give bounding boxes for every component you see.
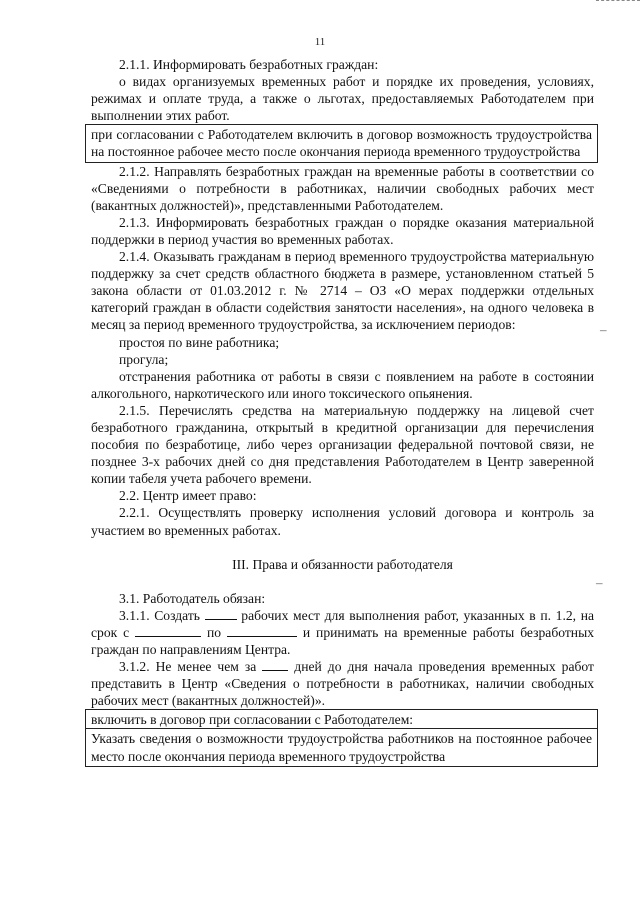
boxed-insertion-text: при согласовании с Работодателем включить в договор возможность трудоустройства на постоянное рабочее место после окончания периода временного трудоустройства <box>91 127 592 160</box>
clause-3-1: 3.1. Работодатель обязан: <box>119 590 266 606</box>
page-number: 11 <box>314 36 326 48</box>
boxed-insertion-employment <box>85 124 598 162</box>
clause-2-2: 2.2. Центр имеет право: <box>119 488 257 504</box>
end-date-blank[interactable] <box>227 625 297 637</box>
boxed-insertion-header-text: включить в договор при согласовании с Работодателем: <box>91 712 414 728</box>
clause-2-1-1: 2.1.1. Информировать безработных граждан: <box>119 57 379 72</box>
start-date-blank[interactable] <box>135 625 201 637</box>
clause-3-1-1-part-b: рабочих мест для выполнения работ, указанных в п. 1.2, на срок с <box>91 607 595 640</box>
clause-2-1-2: 2.1.2. Направлять безработных граждан на временные работы в соответствии со «Сведениями о потребности в работниках, наличии свободных рабочих мест (вакантных должностей)», представленными Работодателем. <box>91 163 594 213</box>
clause-3-1-2 <box>91 658 594 709</box>
exception-absence: прогула; <box>119 351 169 367</box>
boxed-insertion-body-text: Указать сведения о возможности трудоустройства работников на постоянное рабочее место после окончания периода временного трудоустройства <box>91 731 592 764</box>
days-count-blank[interactable] <box>262 659 288 671</box>
clause-3-1-1-part-a: 3.1.1. Создать <box>119 607 200 623</box>
clause-3-1-2-part-a: 3.1.2. Не менее чем за <box>119 659 257 675</box>
clause-3-1-1 <box>91 607 594 658</box>
section-3-title: III. Права и обязанности работодателя <box>232 556 453 572</box>
clause-2-2-1: 2.2.1. Осуществлять проверку исполнения условий договора и контроль за участием во временных работах. <box>91 505 594 538</box>
clause-3-1-1-part-c: по <box>206 624 222 640</box>
clause-2-1-4: 2.1.4. Оказывать гражданам в период временного трудоустройства материальную поддержку за счет средств областного бюджета в размере, установленном статьей 5 закона области от 01.03.2012 г. № 2714 – ОЗ «О мерах поддержки отдельных категорий граждан в области содействия занятости населения», на одного человека в месяц за период временного трудоустройства, за исключением периодов: <box>91 249 594 333</box>
scan-corner-mark <box>596 0 640 11</box>
document-body <box>91 56 594 767</box>
exception-idle: простоя по вине работника; <box>119 334 280 350</box>
clause-2-1-1-details: о видах организуемых временных работ и порядке их проведения, условиях, режимах и оплате труда, а также о льготах, предоставляемых Работодателем при выполнении этих работ. <box>91 74 594 124</box>
jobs-count-blank[interactable] <box>205 608 237 620</box>
margin-mark: – <box>600 322 607 337</box>
boxed-insertion-header <box>85 709 598 728</box>
clause-2-1-3: 2.1.3. Информировать безработных граждан о порядке оказания материальной поддержки в период участия во временных работах. <box>91 214 594 247</box>
exception-suspension: отстранения работника от работы в связи с появлением на работе в состоянии алкогольного, наркотического или иного токсического опьянения. <box>91 368 594 401</box>
clause-3-1-1-part-d: и принимать на временные работы безработных граждан по направлениям Центра. <box>91 624 595 657</box>
clause-2-1-5: 2.1.5. Перечислять средства на материальную поддержку на лицевой счет безработного гражданина, открытый в кредитной организации для перечисления пособия по безработице, либо через организации федеральной почтовой связи, не позднее 3-х рабочих дней со дня представления Работодателем в Центр заверенной копии табеля учета рабочего времени. <box>91 402 594 487</box>
clause-3-1-2-part-b: дней до дня начала проведения временных работ представить в Центр «Сведения о потребности в работниках, наличии свободных рабочих мест (вакантных должностей)». <box>91 659 594 709</box>
margin-mark: – <box>596 575 603 590</box>
boxed-insertion-body <box>85 728 598 766</box>
